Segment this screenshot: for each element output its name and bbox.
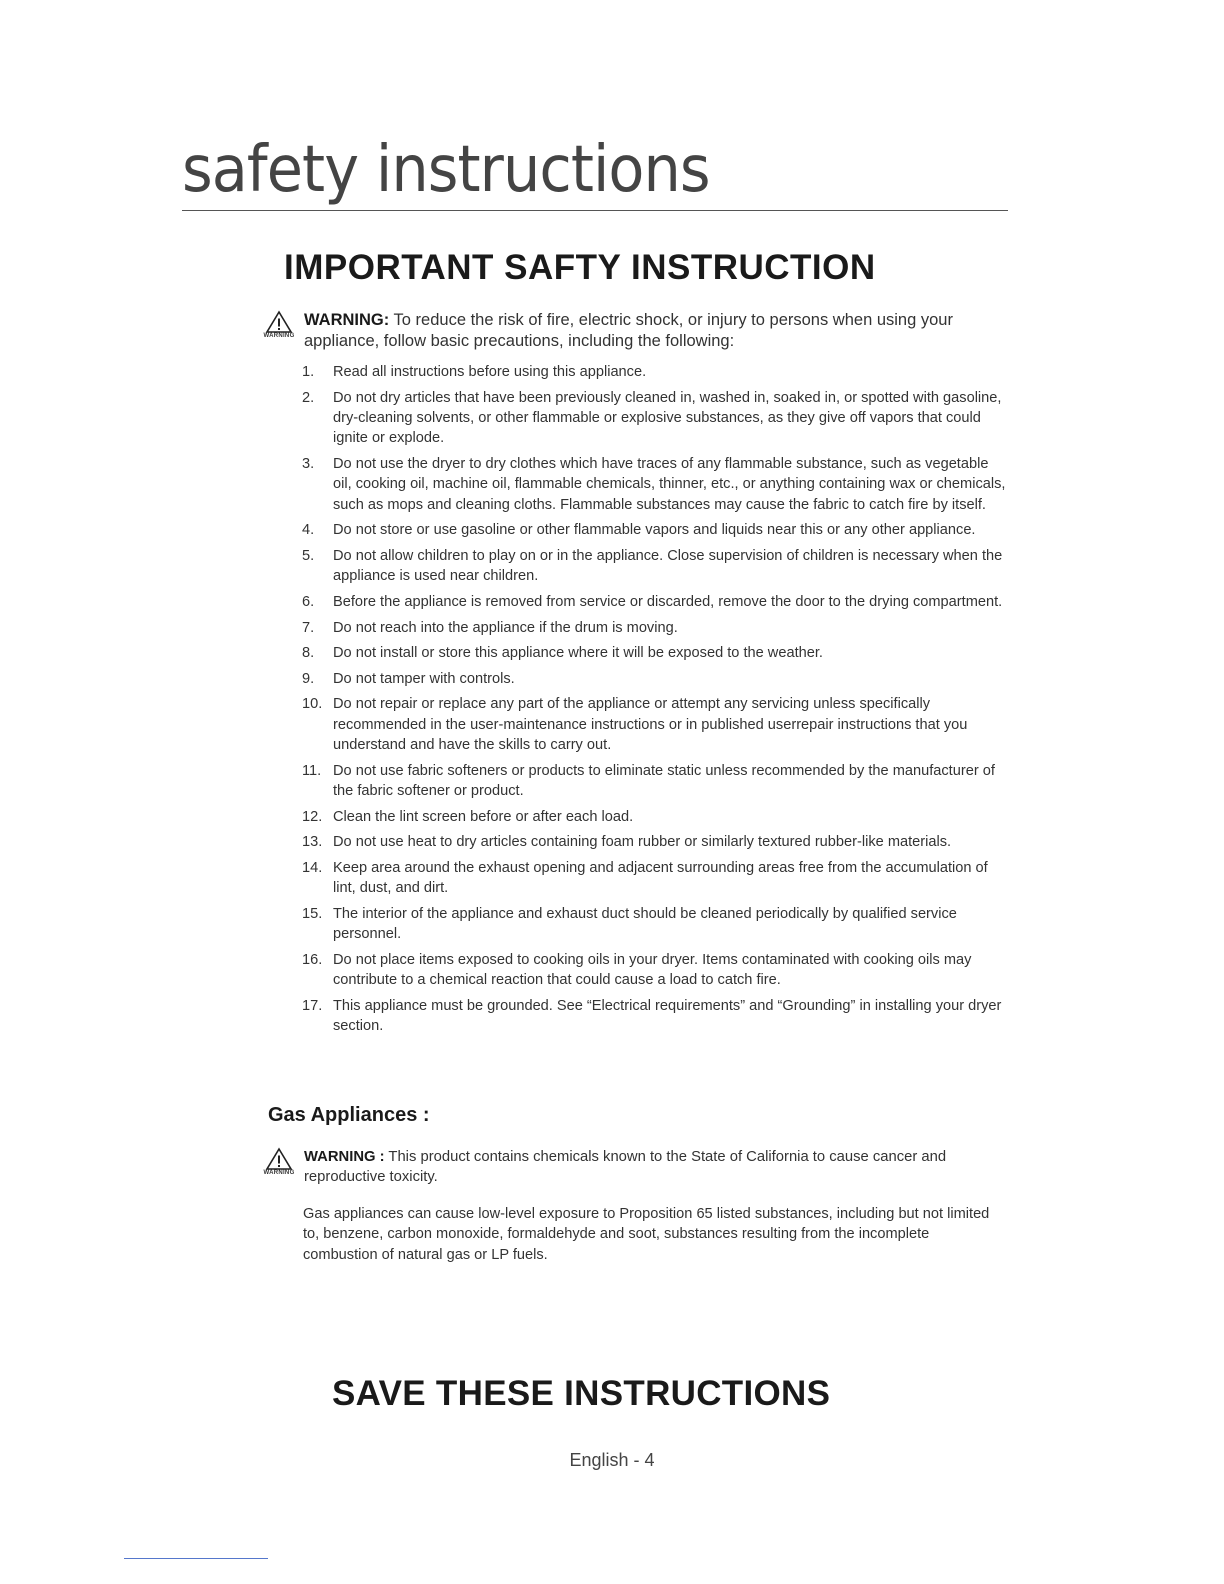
instruction-text: Do not use the dryer to dry clothes which have traces of any flammable substance, such as vegetable oil, cooking oil, machine oil, flammable chemicals, thinner, etc., or anything containing wax or chemicals, such as mops and cleaning cloths. Flammable substances may cause the fabric to catch fire by itself. [333,456,1006,513]
instruction-number: 2. [302,389,315,406]
instruction-number: 6. [302,594,315,610]
instruction-number: 10. [302,696,323,713]
instruction-text: Before the appliance is removed from service or discarded, remove the door to the drying compartment. [333,594,1003,610]
instruction-number: 1. [302,364,315,380]
instruction-item [302,996,1008,1037]
main-heading: IMPORTANT SAFTY INSTRUCTION [284,248,876,287]
warning-text [304,310,996,352]
warning-label: WARNING : [304,1149,385,1165]
warning-icon-label: WARNING [263,1170,295,1176]
instruction-item [302,362,1008,382]
save-instructions-heading: SAVE THESE INSTRUCTIONS [332,1374,831,1413]
instruction-item [302,761,1008,802]
instruction-text: The interior of the appliance and exhaust duct should be cleaned periodically by qualified service personnel. [333,905,957,943]
instruction-item [302,950,1008,991]
instruction-text: Do not dry articles that have been previously cleaned in, washed in, soaked in, or spotted with gasoline, dry-cleaning solvents, or other flammable or explosive substances, as they give off vapors that could ignite or explode. [333,389,1002,447]
instruction-number: 11. [302,762,322,779]
instruction-number: 3. [302,456,315,472]
instruction-number: 4. [302,522,315,539]
instruction-text: Do not allow children to play on or in the appliance. Close supervision of children is necessary when the appliance is used near children. [333,548,1003,585]
instruction-item [302,546,1008,587]
footer-line [124,1558,268,1559]
instruction-text: Do not repair or replace any part of the appliance or attempt any servicing unless specifically recommended in the user-maintenance instructions or in published userrepair instructions that you understand and have the skills to carry out. [333,696,968,754]
title-rule [182,210,1008,211]
instruction-item [302,904,1008,945]
instruction-item [302,592,1008,612]
instruction-number: 16. [302,951,323,968]
section-title: safety instructions [182,133,710,207]
instruction-number: 12. [302,808,323,825]
warning-body: To reduce the risk of fire, electric shock, or injury to persons when using your appliance, follow basic precautions, including the following: [304,311,953,350]
instruction-number: 9. [302,670,315,687]
instruction-item [302,807,1008,827]
instruction-text: Clean the lint screen before or after each load. [333,808,634,825]
instruction-text: Do not use heat to dry articles containing foam rubber or similarly textured rubber-like materials. [333,834,952,851]
gas-paragraph: Gas appliances can cause low-level exposure to Proposition 65 listed substances, including but not limited to, benzene, carbon monoxide, formaldehyde and soot, substances resulting from the incomplete combustion of natural gas or LP fuels. [303,1206,990,1263]
instruction-item [302,669,1008,689]
instruction-number: 13. [302,834,323,851]
warning-body: This product contains chemicals known to the State of California to cause cancer and reproductive toxicity. [304,1149,947,1186]
gas-appliances-heading: Gas Appliances : [268,1104,430,1126]
instruction-number: 7. [302,619,315,636]
instruction-number: 17. [302,997,323,1014]
instruction-item [302,858,1008,899]
instruction-item [302,454,1008,515]
instruction-list [302,362,1008,1042]
instruction-item [302,694,1008,755]
warning-block-gas [256,1147,996,1188]
instruction-number: 5. [302,548,315,564]
warning-text [304,1147,996,1188]
instruction-text: Do not install or store this appliance where it will be exposed to the weather. [333,645,823,662]
instruction-item [302,618,1008,638]
instruction-text: Do not use fabric softeners or products to eliminate static unless recommended by the manufacturer of the fabric softener or product. [333,762,995,800]
instruction-item [302,832,1008,852]
warning-label: WARNING: [304,311,390,329]
instruction-text: Do not place items exposed to cooking oils in your dryer. Items contaminated with cooking oils may contribute to a chemical reaction that could cause a load to catch fire. [333,951,972,989]
warning-triangle-icon [256,310,302,339]
page-footer: English - 4 [569,1450,655,1470]
instruction-text: Read all instructions before using this appliance. [333,364,647,380]
warning-block-general [256,310,996,352]
warning-icon-label: WARNING [263,333,295,339]
instruction-text: Keep area around the exhaust opening and adjacent surrounding areas free from the accumulation of lint, dust, and dirt. [333,859,988,897]
instruction-item [302,388,1008,449]
instruction-text: Do not store or use gasoline or other flammable vapors and liquids near this or any other appliance. [333,522,976,539]
instruction-number: 14. [302,859,323,876]
instruction-text: Do not reach into the appliance if the drum is moving. [333,619,678,636]
warning-triangle-icon [256,1147,302,1176]
instruction-number: 15. [302,905,323,922]
instruction-item [302,520,1008,540]
instruction-text: Do not tamper with controls. [333,670,515,687]
instruction-item [302,643,1008,663]
instruction-number: 8. [302,645,315,662]
instruction-text: This appliance must be grounded. See “Electrical requirements” and “Grounding” in installing your dryer section. [333,997,1002,1035]
